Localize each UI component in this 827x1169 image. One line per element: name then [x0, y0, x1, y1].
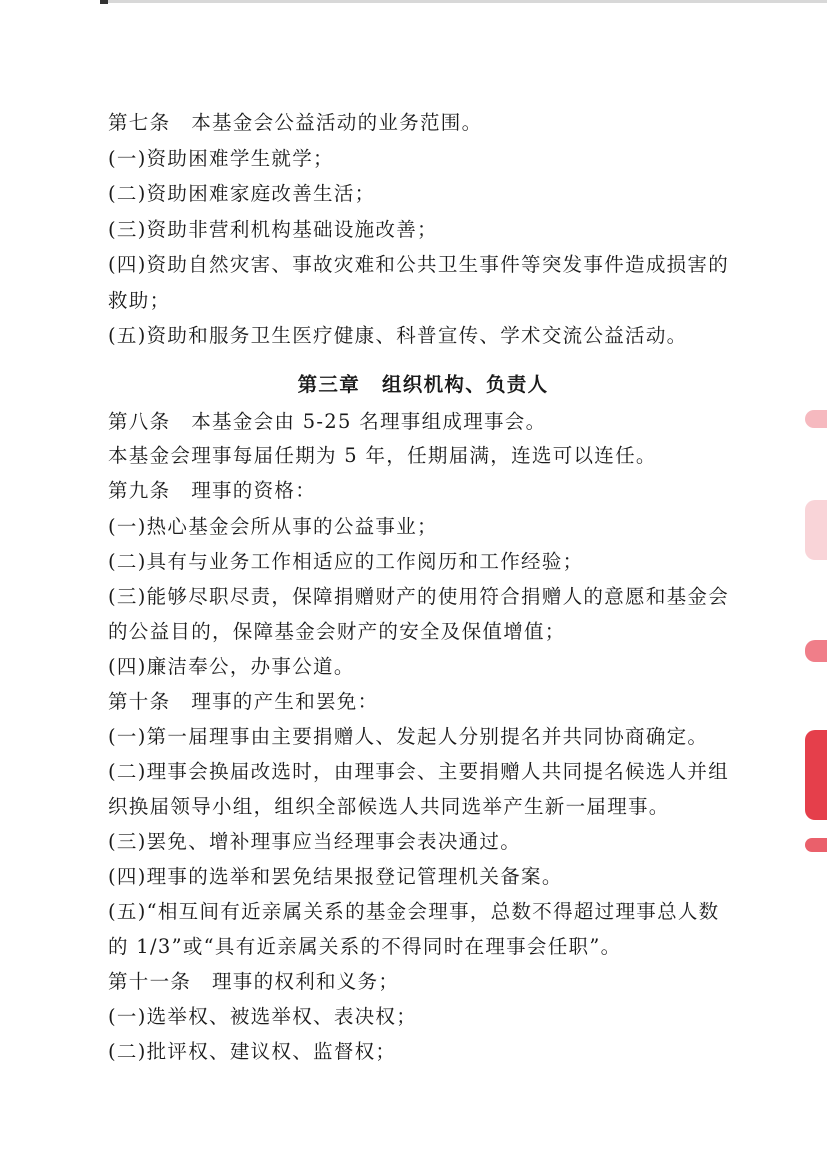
seal-stamp-fragment [805, 500, 827, 560]
list-item: (一)第一届理事由主要捐赠人、发起人分别提名并共同协商确定。 [108, 725, 709, 748]
list-item-continuation: 的 1/3”或“具有近亲属关系的不得同时在理事会任职”。 [108, 935, 622, 958]
list-item: (四)理事的选举和罢免结果报登记管理机关备案。 [108, 865, 563, 888]
scan-edge-mark [100, 0, 108, 4]
list-item: (一)热心基金会所从事的公益事业； [108, 515, 438, 538]
seal-stamp-fragment [805, 640, 827, 662]
list-item-continuation: 救助； [108, 289, 171, 312]
list-item: (一)选举权、被选举权、表决权； [108, 1005, 418, 1028]
seal-stamp-fragment [805, 730, 827, 820]
list-item: (二)批评权、建议权、监督权； [108, 1040, 397, 1063]
chapter-heading [108, 373, 738, 397]
list-item: (二)理事会换届改选时，由理事会、主要捐赠人共同提名候选人并组 [108, 760, 730, 783]
scan-edge-rule [108, 0, 827, 3]
chapter-title: 组织机构、负责人 [382, 373, 549, 396]
list-item: (四)资助自然灾害、事故灾难和公共卫生事件等突发事件造成损害的 [108, 253, 730, 276]
chapter-number: 第三章 [297, 373, 360, 396]
list-item: (三)罢免、增补理事应当经理事会表决通过。 [108, 830, 522, 853]
list-item: (三)资助非营利机构基础设施改善； [108, 218, 438, 241]
list-item: (一)资助困难学生就学； [108, 147, 334, 170]
article-9-heading: 第九条 理事的资格： [108, 479, 317, 502]
list-item: (三)能够尽职尽责，保障捐赠财产的使用符合捐赠人的意愿和基金会 [108, 585, 730, 608]
list-item-continuation: 织换届领导小组，组织全部候选人共同选举产生新一届理事。 [108, 795, 670, 818]
list-item: (二)资助困难家庭改善生活； [108, 182, 376, 205]
list-item: (四)廉洁奉公，办事公道。 [108, 655, 355, 678]
article-8-heading: 第八条 本基金会由 5-25 名理事组成理事会。 [108, 410, 547, 433]
seal-stamp-fragment [805, 410, 827, 428]
seal-stamp-fragment [805, 838, 827, 852]
list-item: (五)资助和服务卫生医疗健康、科普宣传、学术交流公益活动。 [108, 324, 688, 347]
list-item: (五)“相互间有近亲属关系的基金会理事，总数不得超过理事总人数 [108, 900, 720, 923]
list-item-continuation: 的公益目的，保障基金会财产的安全及保值增值； [108, 620, 566, 643]
article-10-heading: 第十条 理事的产生和罢免： [108, 690, 379, 713]
article-11-heading: 第十一条 理事的权利和义务； [108, 970, 400, 993]
list-item: (二)具有与业务工作相适应的工作阅历和工作经验； [108, 550, 584, 573]
paragraph: 本基金会理事每届任期为 5 年，任期届满，连选可以连任。 [108, 444, 657, 467]
article-7-heading: 第七条 本基金会公益活动的业务范围。 [108, 111, 483, 134]
